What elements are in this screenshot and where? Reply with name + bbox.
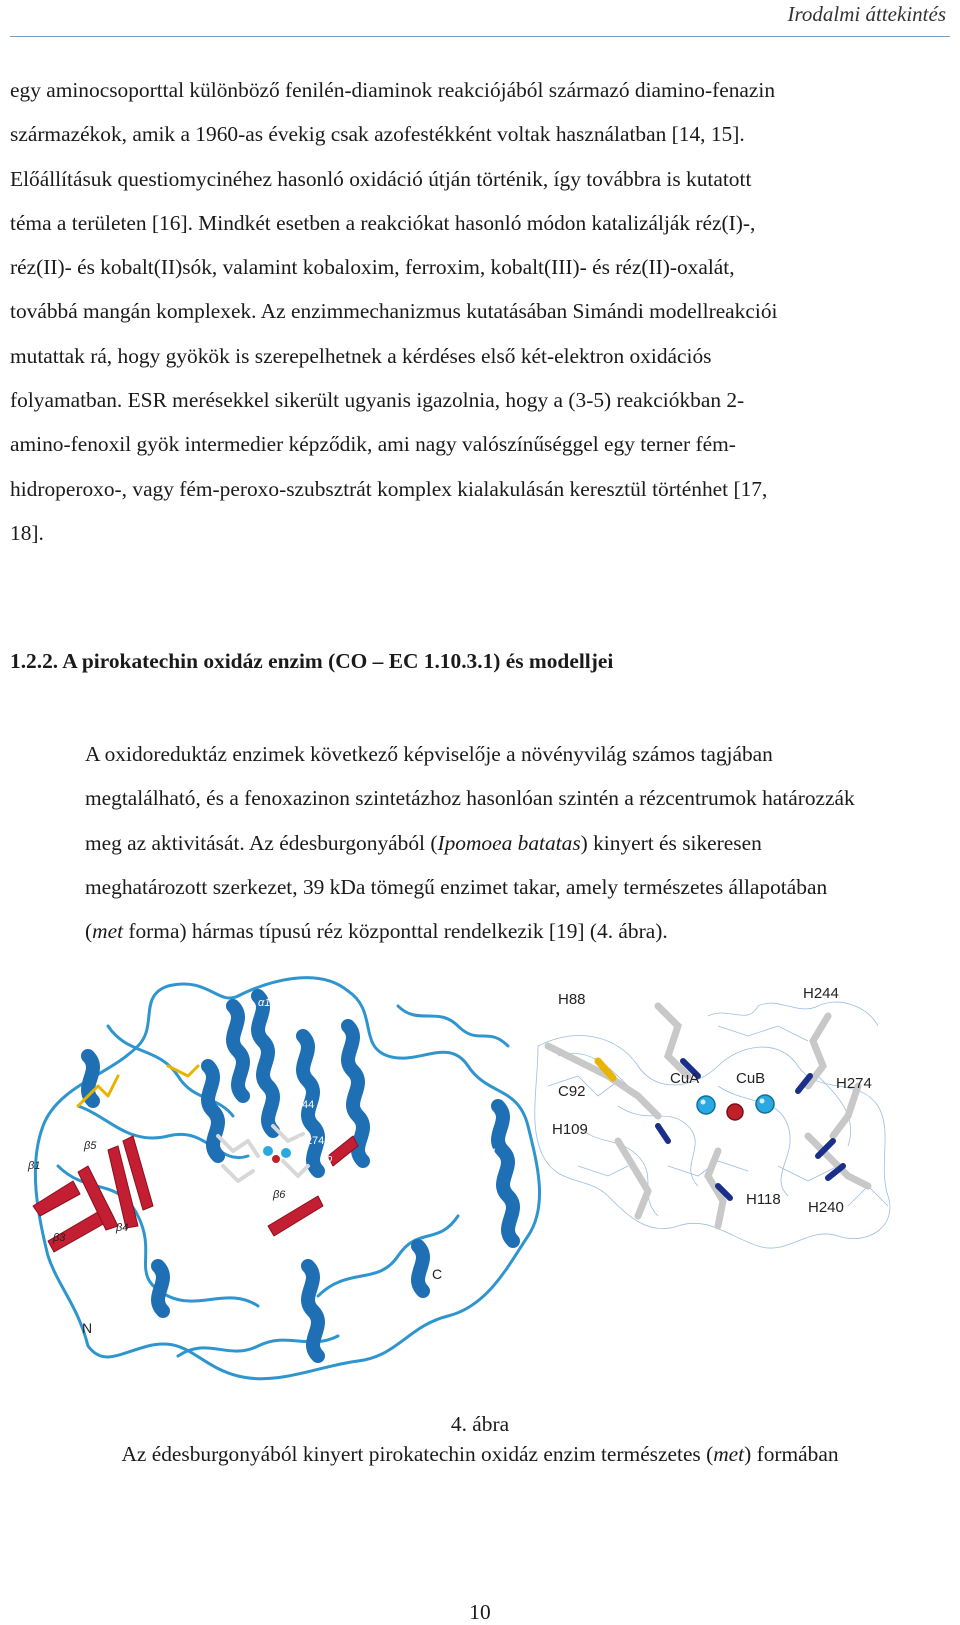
header-rule bbox=[10, 36, 950, 37]
label-alphab: αb bbox=[320, 1153, 333, 1165]
enzyme-structure-image bbox=[18, 966, 956, 1404]
label-h244: H244 bbox=[288, 1099, 315, 1111]
ribbon-diagram bbox=[27, 978, 540, 1379]
label-alpha1: α1 bbox=[258, 997, 271, 1009]
figure-caption bbox=[0, 1442, 960, 1467]
paragraph-line: mutattak rá, hogy gyökök is szerepelhetnek a kérdéses első két-elektron oxidációs bbox=[10, 343, 712, 368]
page-number: 10 bbox=[469, 1600, 491, 1624]
label-alpha4: α4 bbox=[483, 1147, 496, 1159]
label-beta1: β1 bbox=[28, 1160, 41, 1172]
label-site-h240: H240 bbox=[808, 1199, 844, 1216]
paragraph-line: A oxidoreduktáz enzimek következő képviselője a növényvilág számos tagjában bbox=[85, 742, 773, 766]
paragraph-line: hidroperoxo-, vagy fém-peroxo-szubsztrát komplex kialakulásán keresztül történhet [17, bbox=[10, 476, 768, 501]
label-beta5: β5 bbox=[84, 1140, 97, 1152]
label-beta3: β3 bbox=[53, 1232, 66, 1244]
paragraph-line: egy aminocsoporttal különböző fenilén-diaminok reakciójából származó diamino-fenazin bbox=[10, 78, 776, 102]
label-site-h88: H88 bbox=[558, 991, 586, 1008]
paragraph-line: megtalálható, és a fenoxazinon szintetázhoz hasonlóan szintén a rézcentrumok határozzák bbox=[85, 786, 855, 811]
active-site-panel bbox=[535, 985, 890, 1248]
figure-caption-number: 4. ábra bbox=[450, 1412, 510, 1436]
paragraph-line: meghatározott szerkezet, 39 kDa tömegű enzimet takar, amely természetes állapotában bbox=[85, 874, 828, 899]
species-name: Ipomoea batatas bbox=[437, 830, 581, 855]
label-site-cub: CuB bbox=[736, 1070, 766, 1087]
label-h274: H274 bbox=[298, 1135, 325, 1147]
paragraph-line: réz(II)- és kobalt(II)sók, valamint kobaloxim, ferroxim, kobalt(III)- és réz(II)-oxalát, bbox=[10, 255, 735, 280]
paragraph-line: származékok, amik a 1960-as évekig csak azofestékként voltak használatban [14, 15]. bbox=[10, 122, 745, 147]
paragraph-line: téma a területen [16]. Mindkét esetben a reakciókat hasonló módon katalizálják réz(I)-, bbox=[10, 210, 756, 235]
label-site-h109: H109 bbox=[552, 1121, 588, 1138]
paragraph-line bbox=[10, 909, 954, 953]
paragraph-line: Előállításuk questiomycinéhez hasonló oxidáció útján történik, így továbbra is kutatott bbox=[10, 166, 752, 191]
form-name: met bbox=[92, 919, 124, 944]
paragraph-line: amino-fenoxil gyök intermedier képződik, ami nagy valószínűséggel egy terner fém- bbox=[10, 432, 736, 457]
label-c-terminus: C bbox=[432, 1266, 443, 1282]
running-header bbox=[10, 0, 950, 38]
label-site-h244: H244 bbox=[803, 985, 839, 1002]
caption-text: Az édesburgonyából kinyert pirokatechin oxidáz enzim természetes ( bbox=[121, 1442, 714, 1466]
text-run: ) kinyert és sikeresen bbox=[580, 830, 762, 855]
text-run: ( bbox=[85, 919, 93, 944]
label-alpha7: α7 bbox=[283, 1085, 296, 1097]
paragraph-line: továbbá mangán komplexek. Az enzimmechanizmus kutatásában Simándi modellreakciói bbox=[10, 299, 778, 324]
label-alpha5: α5 bbox=[263, 1307, 276, 1319]
paragraph-line: 18]. bbox=[10, 520, 44, 545]
paragraph-line: folyamatban. ESR merésekkel sikerült ugyanis igazolnia, hogy a (3-5) reakciókban 2- bbox=[10, 388, 745, 413]
label-beta6: β6 bbox=[273, 1189, 286, 1201]
text-run: forma) hármas típusú réz központtal rendelkezik [19] (4. ábra). bbox=[123, 919, 668, 944]
figure-4 bbox=[18, 966, 956, 1404]
label-site-h274: H274 bbox=[836, 1075, 872, 1092]
label-n-terminus: N bbox=[82, 1320, 93, 1336]
label-site-c92: C92 bbox=[558, 1083, 586, 1100]
label-beta4: β4 bbox=[116, 1222, 129, 1234]
section-heading: 1.2.2. A pirokatechin oxidáz enzim (CO – EC 1.10.3.1) és modelljei bbox=[10, 649, 614, 673]
label-alpha2: α2 bbox=[176, 1015, 189, 1027]
paragraph-line bbox=[10, 821, 954, 865]
caption-text: ) formában bbox=[744, 1442, 839, 1466]
label-h109: H109 bbox=[220, 1209, 247, 1221]
label-site-h118: H118 bbox=[746, 1191, 781, 1208]
label-c92: C92 bbox=[158, 1142, 179, 1154]
paragraph-2 bbox=[10, 732, 954, 953]
paragraph-1 bbox=[10, 68, 954, 555]
running-header-title: Irodalmi áttekintés bbox=[787, 2, 946, 26]
label-site-cua: CuA bbox=[670, 1070, 700, 1087]
caption-italic: met bbox=[713, 1442, 745, 1466]
text-run: meg az aktivitását. Az édesburgonyából ( bbox=[85, 830, 438, 855]
label-h88: H88 bbox=[168, 1102, 189, 1114]
label-alpha3: α3 bbox=[216, 1057, 229, 1069]
label-h240: H240 bbox=[294, 1182, 321, 1194]
